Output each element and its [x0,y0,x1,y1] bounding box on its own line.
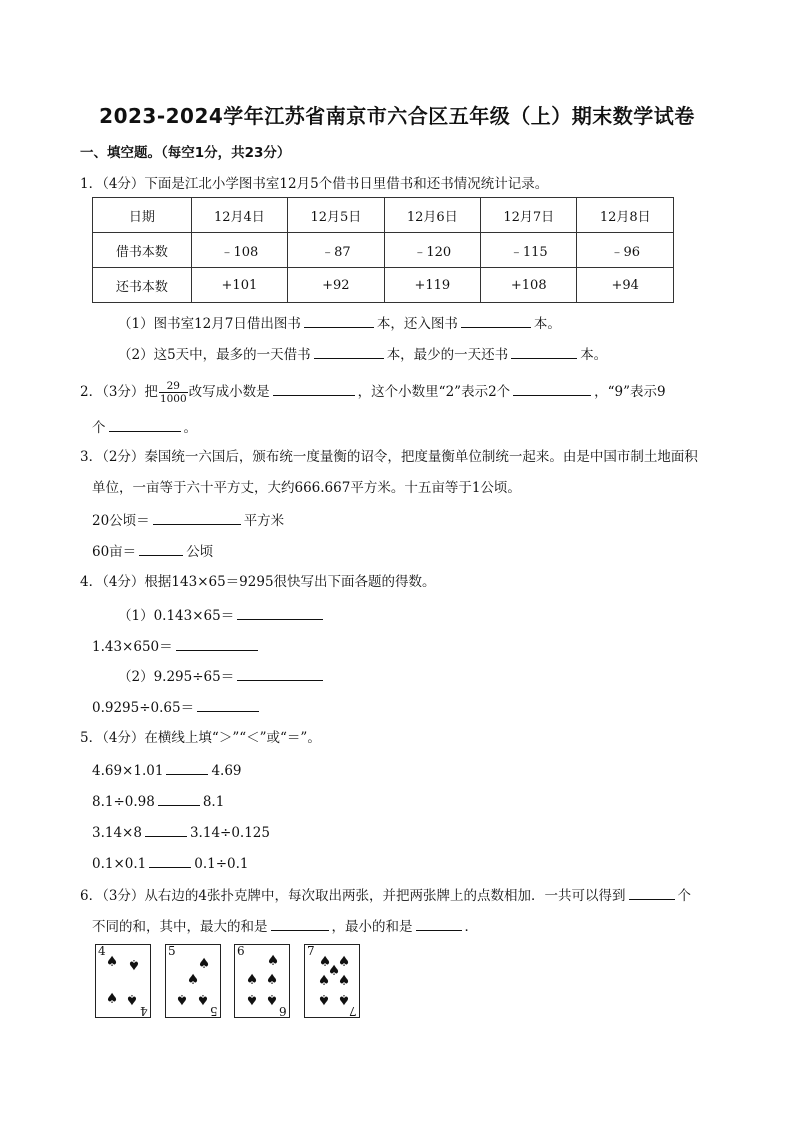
card-rank: 7 [307,944,315,958]
question-text: 本。 [533,316,561,332]
spade-icon: ♠ [196,991,210,1007]
spade-icon: ♠ [265,972,279,988]
card-rank: 7 [349,1004,357,1018]
card-rank: 4 [98,944,106,958]
table-cell: 12月6日 [384,198,480,233]
q3-line2: 单位，一亩等于六十平方丈，大约666.667平方米。十五亩等于1公顷。 [92,480,521,496]
q2-line1 [80,380,666,405]
q5-item [92,760,242,780]
spade-icon: ♠ [105,954,119,970]
answer-blank[interactable] [139,541,183,556]
question-text: 0.1×0.1 [92,856,147,872]
spade-icon: ♠ [327,963,341,979]
answer-blank[interactable] [314,344,384,359]
q3-item-a [92,510,284,530]
q3-item-b [92,541,213,561]
stats-table [92,197,674,303]
answer-blank[interactable] [237,605,323,620]
answer-blank[interactable] [166,760,208,775]
spade-icon: ♠ [318,954,332,970]
q4-item [118,605,326,625]
answer-blank[interactable] [273,381,355,396]
q4-item [92,636,261,656]
question-text: 3.14×8 [92,825,142,841]
answer-blank[interactable] [416,916,462,931]
answer-blank[interactable] [461,313,531,328]
playing-card-5 [165,944,221,1018]
answer-blank[interactable] [513,381,591,396]
q4-item [92,697,262,717]
question-text: ，这个小数里“2”表示2个 [357,384,511,400]
answer-blank[interactable] [149,853,191,868]
spade-icon: ♠ [266,953,280,969]
question-text: 公顷 [186,544,214,560]
playing-card-6 [234,944,290,1018]
question-text: 6．（3分）从右边的4张扑克牌中，每次取出两张，并把两张牌上的点数相加．一共可以得到 [80,888,626,904]
question-text: 4.69×1.01 [92,763,164,779]
table-cell: ﹣96 [577,233,674,268]
table-cell: +94 [577,268,674,303]
card-rank: 6 [237,944,245,958]
q1-sub2 [118,344,607,364]
question-text: 。 [183,420,197,436]
q2-line2 [92,417,197,437]
card-rank: 5 [210,1004,218,1018]
question-text: 8.1 [202,794,225,810]
question-text: （1）0.143×65＝ [118,608,235,624]
question-text: 4.69 [211,763,242,779]
answer-blank[interactable] [176,636,258,651]
answer-blank[interactable] [145,822,187,837]
q6-line1 [80,885,691,905]
table-cell: ﹣120 [384,233,480,268]
answer-blank[interactable] [109,417,181,432]
table-cell: ﹣108 [191,233,287,268]
spade-icon: ♠ [337,991,351,1007]
table-cell: 12月4日 [191,198,287,233]
table-row [93,268,674,303]
question-text: 平方米 [243,513,285,529]
q3-line1: 3．（2分）秦国统一六国后，颁布统一度量衡的诏令，把度量衡单位制统一起来。由是中国市制土地面积 [80,449,698,465]
spade-icon: ♠ [265,991,279,1007]
q6-line2 [92,916,478,936]
spade-icon: ♠ [125,991,139,1007]
question-text: 8.1÷0.98 [92,794,155,810]
fraction-denominator: 1000 [159,393,187,405]
table-row [93,233,674,268]
section-heading [80,144,290,162]
table-cell: 12月7日 [481,198,577,233]
table-cell: +92 [288,268,384,303]
section-note: （每空1分，共23分） [161,145,291,161]
table-cell: 12月5日 [288,198,384,233]
q4-item [118,666,326,686]
question-text: 0.1÷0.1 [194,856,249,872]
answer-blank[interactable] [629,885,675,900]
answer-blank[interactable] [511,344,577,359]
answer-blank[interactable] [158,791,200,806]
spade-icon: ♠ [337,973,351,989]
card-rank: 6 [279,1004,287,1018]
question-text: ，“9”表示9 [594,384,666,400]
answer-blank[interactable] [153,510,241,525]
table-cell: 日期 [93,198,192,233]
question-text: 个 [92,420,106,436]
playing-card-7 [304,944,360,1018]
question-text: 2．（3分）把 [80,384,158,400]
spade-icon: ♠ [337,954,351,970]
table-cell: +119 [384,268,480,303]
spade-icon: ♠ [197,956,211,972]
q1-stem: 1．（4分）下面是江北小学图书室12月5个借书日里借书和还书情况统计记录。 [80,176,549,192]
question-text: （2）9.295÷65＝ [118,669,235,685]
q4-stem: 4．（4分）根据143×65＝9295很快写出下面各题的得数。 [80,574,436,590]
spade-icon: ♠ [105,991,119,1007]
question-text: ． [464,919,478,935]
question-text: 本。 [580,347,608,363]
answer-blank[interactable] [304,313,374,328]
q5-item [92,791,224,811]
q5-stem: 5．（4分）在横线上填“＞”“＜”或“＝”。 [80,730,321,746]
question-text: （2）这5天中，最多的一天借书 [118,347,311,363]
question-text: 改写成小数是 [188,384,270,400]
table-cell: +101 [191,268,287,303]
question-text: （1）图书室12月7日借出图书 [118,316,301,332]
question-text: 本，还入图书 [376,316,458,332]
spade-icon: ♠ [186,972,200,988]
spade-icon: ♠ [175,991,189,1007]
question-text: 0.9295÷0.65＝ [92,700,195,716]
table-cell: 借书本数 [93,233,192,268]
question-text: 个 [677,888,692,904]
spade-icon: ♠ [317,973,331,989]
table-cell: ﹣115 [481,233,577,268]
q5-item [92,822,270,842]
card-rank: 5 [168,944,176,958]
spade-icon: ♠ [245,972,259,988]
answer-blank[interactable] [271,916,329,931]
question-text: 本，最少的一天还书 [386,347,509,363]
section-title: 一、填空题。 [80,145,161,161]
page-title: 2023-2024学年江苏省南京市六合区五年级（上）期末数学试卷 [99,104,695,128]
table-cell: 还书本数 [93,268,192,303]
card-rank: 4 [140,1004,148,1018]
table-cell: 12月8日 [577,198,674,233]
spade-icon: ♠ [127,956,141,972]
question-text: 60亩＝ [92,544,137,560]
question-text: 20公顷＝ [92,513,150,529]
question-text: ，最小的和是 [331,919,413,935]
q1-sub1 [118,313,561,333]
playing-card-4 [95,944,151,1018]
question-text: 1.43×650＝ [92,639,173,655]
answer-blank[interactable] [237,666,323,681]
q5-item [92,853,249,873]
question-text: 不同的和，其中，最大的和是 [92,919,268,935]
spade-icon: ♠ [317,991,331,1007]
answer-blank[interactable] [197,697,259,712]
question-text: 3.14÷0.125 [189,825,270,841]
table-cell: ﹣87 [288,233,384,268]
fraction [159,380,188,405]
table-cell: +108 [481,268,577,303]
spade-icon: ♠ [245,991,259,1007]
table-header-row [93,198,674,233]
fraction-numerator: 29 [159,380,188,393]
